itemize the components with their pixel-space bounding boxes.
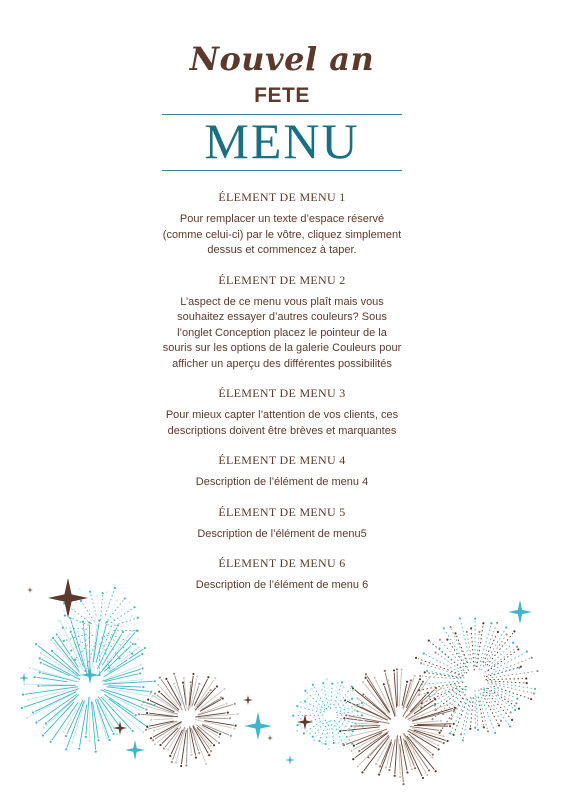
star-icon: [81, 666, 99, 684]
star-icon: [27, 587, 33, 593]
fireworks-illustration: [0, 560, 564, 800]
star-icon: [48, 578, 88, 618]
star-icon: [244, 712, 272, 740]
star-icon: [508, 600, 532, 624]
bottom-divider: [162, 170, 402, 171]
star-icon: [19, 673, 29, 683]
menu-item-description: Pour mieux capter l’attention de vos clients, ces descriptions doivent être brèves et marquantes: [165, 409, 399, 437]
menu-item-title: ÉLEMENT DE MENU 1: [218, 190, 346, 204]
menu-item: [162, 386, 402, 439]
menu-item-title: ÉLEMENT DE MENU 4: [218, 453, 346, 467]
menu-item-title: ÉLEMENT DE MENU 3: [218, 386, 346, 400]
menu-item: [162, 273, 402, 373]
menu-item-title: ÉLEMENT DE MENU 6: [218, 556, 346, 570]
menu-item-description: Pour remplacer un texte d’espace réservé (comme celui-ci) par le vôtre, cliquez simplement dessus et commencez à taper.: [162, 213, 402, 256]
star-icon: [297, 714, 313, 730]
menu-item-description: Description de l’élément de menu5: [197, 527, 367, 540]
star-icon: [285, 755, 295, 765]
subtitle: FETE: [254, 84, 310, 107]
firework-burst: [415, 617, 539, 741]
menu-item: [162, 453, 402, 491]
script-title: Nouvel an: [189, 40, 375, 78]
star-icon: [267, 735, 273, 741]
menu-items: [162, 190, 402, 608]
menu-item-description: L’aspect de ce menu vous plaît mais vous souhaitez essayer d’autres couleurs? Sous l’onglet Conception placez le pointeur de la souris sur les options de la galerie Couleurs pour afficher un aperçu des différentes possibilités: [162, 295, 402, 370]
menu-item-title: ÉLEMENT DE MENU 5: [218, 504, 346, 519]
menu-item-description: Description de l’élément de menu 6: [195, 579, 369, 591]
firework-burst: [138, 673, 239, 767]
firework-burst: [21, 617, 156, 753]
star-icon: [243, 695, 253, 705]
menu-item: [162, 190, 402, 259]
menu-item-title: ÉLEMENT DE MENU 2: [218, 272, 346, 287]
star-icon: [125, 740, 145, 760]
menu-item-description: Description de l’élément de menu 4: [195, 476, 369, 488]
menu-item: [162, 505, 402, 543]
menu-heading: MENU: [204, 113, 360, 169]
firework-burst: [339, 668, 456, 785]
